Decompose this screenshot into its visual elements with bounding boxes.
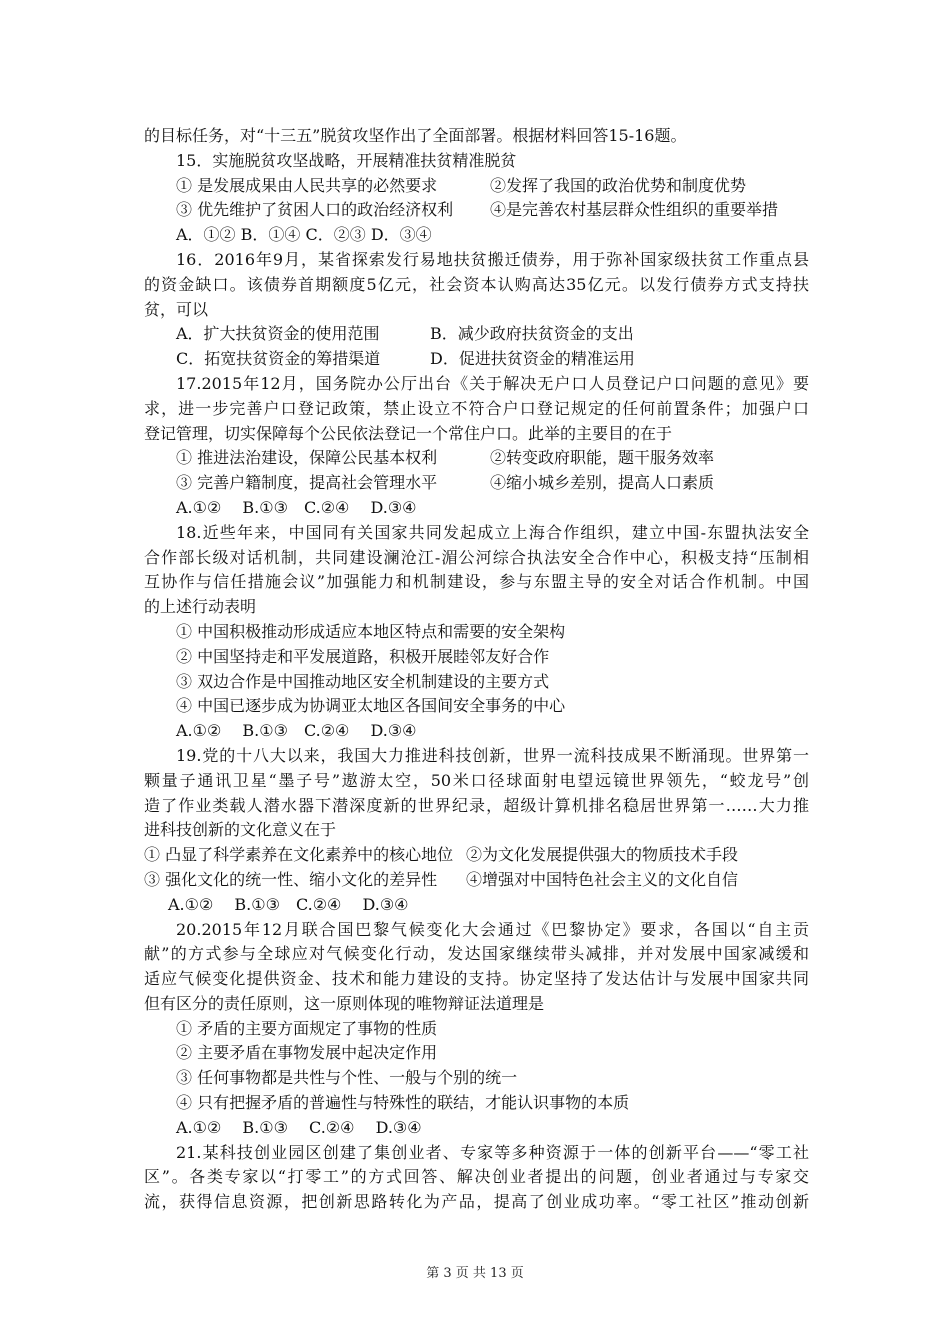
question-16-choices-row-2	[144, 347, 809, 372]
question-19-options-row-1	[144, 843, 809, 868]
question-17-options-row-1	[144, 446, 809, 471]
choice-a: A．扩大扶贫资金的使用范围	[176, 324, 380, 344]
option-4: ④增强对中国特色社会主义的文化自信	[466, 869, 739, 889]
question-18-stem: 18.近些年来，中国同有关国家共同发起成立上海合作组织，建立中国-东盟执法安全	[176, 522, 809, 542]
question-19-options-row-2	[144, 868, 809, 893]
option-2: ②为文化发展提供强大的物质技术手段	[466, 845, 739, 865]
question-17-stem: 17.2015年12月，国务院办公厅出台《关于解决无户口人员登记户口问题的意见》要	[176, 373, 809, 393]
option-3: ③ 完善户籍制度，提高社会管理水平	[176, 473, 438, 493]
question-21-stem: 流，获得信息资源，把创新思路转化为产品，提高了创业成功率。“零工社区”推动创新	[144, 1192, 809, 1212]
question-16-stem: 贫，可以	[144, 299, 209, 319]
question-20-stem: 献”的方式参与全球应对气候变化行动，发达国家继续带头减排，并对发展中国家减缓和	[144, 944, 809, 964]
question-17-options-row-2	[144, 471, 809, 496]
question-19-stem: 进科技创新的文化意义在于	[144, 820, 337, 840]
choice-d: D．促进扶贫资金的精准运用	[430, 349, 635, 369]
question-21-stem: 区”。各类专家以“打零工”的方式回答、解决创业者提出的问题，创业者通过与专家交	[144, 1167, 809, 1187]
question-20-stem: 适应气候变化提供资金、技术和能力建设的支持。协定坚持了发达估计与发展中国家共同	[144, 969, 809, 989]
question-17-stem: 求，进一步完善户口登记政策，禁止设立不符合户口登记规定的任何前置条件；加强户口	[144, 398, 809, 418]
option-2: ②发挥了我国的政治优势和制度优势	[490, 175, 747, 195]
question-16-stem: 16．2016年9月，某省探索发行易地扶贫搬迁债券，用于弥补国家级扶贫工作重点县	[176, 249, 809, 269]
option-2: ②转变政府职能，题干服务效率	[490, 448, 715, 468]
document-body	[144, 124, 809, 1215]
choice-b: B．减少政府扶贫资金的支出	[430, 324, 634, 344]
question-21-stem: 21.某科技创业园区创建了集创业者、专家等多种资源于一体的创新平台——“零工社	[176, 1142, 809, 1162]
question-18-stem: 的上述行动表明	[144, 597, 257, 617]
option-1: ① 矛盾的主要方面规定了事物的性质	[176, 1018, 438, 1038]
question-18-stem: 互协作与信任措施会议”加强能力和机制建设，参与东盟主导的安全对话合作机制。中国	[144, 572, 809, 592]
question-15-options-row-1	[144, 174, 809, 199]
text-line: 的目标任务，对“十三五”脱贫攻坚作出了全面部署。根据材料回答15-16题。	[144, 126, 687, 145]
option-4: ④缩小城乡差别，提高人口素质	[490, 473, 715, 493]
question-15-stem: 15．实施脱贫攻坚战略，开展精准扶贫精准脱贫	[176, 150, 517, 170]
option-4: ④是完善农村基层群众性组织的重要举措	[490, 200, 779, 220]
question-17-stem: 登记管理，切实保障每个公民依法登记一个常住户口。此举的主要目的在于	[144, 423, 673, 443]
question-16-stem: 的资金缺口。该债券首期额度5亿元，社会资本认购高达35亿元。以发行债券方式支持扶	[144, 274, 809, 294]
option-4: ④ 只有把握矛盾的普遍性与特殊性的联结，才能认识事物的本质	[176, 1093, 630, 1113]
option-3: ③ 双边合作是中国推动地区安全机制建设的主要方式	[176, 671, 550, 691]
question-17-answers: A.①② B.①③ C.②④ D.③④	[176, 497, 417, 517]
option-1: ① 凸显了科学素养在文化素养中的核心地位	[144, 845, 454, 865]
page-footer: 第 3 页 共 13 页	[426, 1266, 524, 1281]
option-3: ③ 优先维护了贫困人口的政治经济权利	[176, 200, 454, 220]
question-19-stem: 颗量子通讯卫星“墨子号”遨游太空，50米口径球面射电望远镜世界领先，“蛟龙号”创	[144, 770, 809, 790]
question-20-stem: 20.2015年12月联合国巴黎气候变化大会通过《巴黎协定》要求，各国以“自主贡	[176, 919, 809, 939]
option-1: ① 推进法治建设，保障公民基本权利	[176, 448, 438, 468]
question-19-stem: 19.党的十八大以来，我国大力推进科技创新，世界一流科技成果不断涌现。世界第一	[176, 745, 809, 765]
option-2: ② 中国坚持走和平发展道路，积极开展睦邻友好合作	[176, 646, 550, 666]
option-4: ④ 中国已逐步成为协调亚太地区各国间安全事务的中心	[176, 696, 566, 716]
question-19-answers: A.①② B.①③ C.②④ D.③④	[168, 894, 409, 914]
question-18-answers: A.①② B.①③ C.②④ D.③④	[176, 721, 417, 741]
option-3: ③ 强化文化的统一性、缩小文化的差异性	[144, 869, 438, 889]
option-1: ① 中国积极推动形成适应本地区特点和需要的安全架构	[176, 621, 566, 641]
choice-c: C．拓宽扶贫资金的筹措渠道	[176, 349, 381, 369]
question-15-answers: A．①② B．①④ C．②③ D．③④	[176, 225, 432, 245]
option-1: ① 是发展成果由人民共享的必然要求	[176, 175, 438, 195]
question-15-options-row-2	[144, 198, 809, 223]
question-16-choices-row-1	[144, 322, 809, 347]
question-20-stem: 但有区分的责任原则，这一原则体现的唯物辩证法道理是	[144, 993, 545, 1013]
question-18-stem: 合作部长级对话机制，共同建设澜沧江-湄公河综合执法安全合作中心，积极支持“压制相	[144, 547, 809, 567]
question-20-answers: A.①② B.①③ C.②④ D.③④	[176, 1117, 422, 1137]
option-2: ② 主要矛盾在事物发展中起决定作用	[176, 1043, 438, 1063]
option-3: ③ 任何事物都是共性与个性、一般与个别的统一	[176, 1068, 518, 1088]
question-19-stem: 造了作业类载人潜水器下潜深度新的世界纪录，超级计算机排名稳居世界第一……大力推	[144, 795, 809, 815]
